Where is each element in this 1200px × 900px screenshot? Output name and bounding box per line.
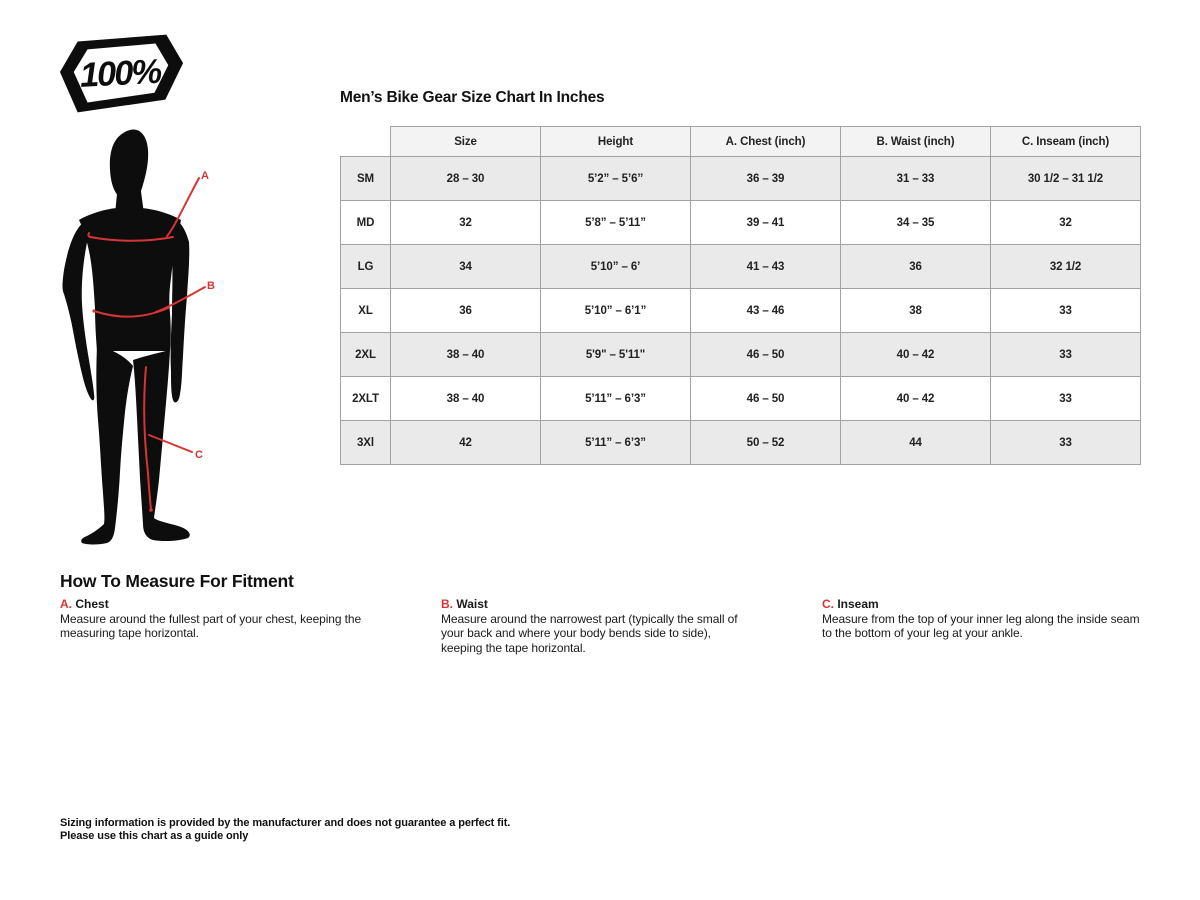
- cell-chest: 50 – 52: [691, 421, 841, 465]
- row-label: 2XL: [341, 333, 391, 377]
- cell-chest: 39 – 41: [691, 201, 841, 245]
- row-label: XL: [341, 289, 391, 333]
- measure-item-inseam: [822, 597, 1142, 641]
- measure-text-waist: Measure around the narrowest part (typically the small of your back and where your body bends side to side), keeping the tape horizontal.: [441, 611, 738, 655]
- cell-height: 5’11” – 6’3”: [541, 421, 691, 465]
- column-header-height: Height: [541, 127, 691, 157]
- measure-letter-c: C.: [822, 597, 834, 611]
- corner-cell: [341, 127, 391, 157]
- figure-label-b: B: [207, 280, 215, 292]
- column-header-size: Size: [391, 127, 541, 157]
- measure-letter-b: B.: [441, 597, 453, 611]
- figure-label-a: A: [201, 170, 209, 182]
- cell-waist: 34 – 35: [841, 201, 991, 245]
- table-header-row: [341, 127, 1141, 157]
- measure-text-chest: Measure around the fullest part of your chest, keeping the measuring tape horizontal.: [60, 611, 362, 640]
- cell-chest: 46 – 50: [691, 377, 841, 421]
- hexagon-badge-icon: [57, 30, 187, 118]
- column-header-inseam: C. Inseam (inch): [991, 127, 1141, 157]
- cell-height: 5’11” – 6’3”: [541, 377, 691, 421]
- row-label: MD: [341, 201, 391, 245]
- cell-chest: 43 – 46: [691, 289, 841, 333]
- table-row-3xl: [341, 421, 1141, 465]
- cell-waist: 44: [841, 421, 991, 465]
- waist-line-endpoint: [92, 309, 95, 312]
- sizing-disclaimer: [60, 817, 510, 842]
- measure-text-inseam: Measure from the top of your inner leg along the inside seam to the bottom of your leg at your ankle.: [822, 611, 1140, 640]
- cell-size: 34: [391, 245, 541, 289]
- row-label: SM: [341, 157, 391, 201]
- table-row-xl: [341, 289, 1141, 333]
- cell-inseam: 32 1/2: [991, 245, 1141, 289]
- measurement-figure: [55, 108, 265, 548]
- column-header-waist: B. Waist (inch): [841, 127, 991, 157]
- measure-item-title: [60, 597, 418, 612]
- man-silhouette: [63, 129, 190, 544]
- table-row-2xlt: [341, 377, 1141, 421]
- measure-item-waist: [441, 597, 753, 655]
- cell-size: 38 – 40: [391, 333, 541, 377]
- cell-chest: 36 – 39: [691, 157, 841, 201]
- page-title: Men’s Bike Gear Size Chart In Inches: [340, 89, 605, 106]
- measure-name-chest: Chest: [75, 597, 109, 611]
- cell-height: 5’10” – 6’1”: [541, 289, 691, 333]
- row-label: LG: [341, 245, 391, 289]
- measure-name-waist: Waist: [456, 597, 488, 611]
- cell-waist: 40 – 42: [841, 377, 991, 421]
- cell-inseam: 33: [991, 333, 1141, 377]
- measure-item-title: [822, 597, 1142, 612]
- column-header-chest: A. Chest (inch): [691, 127, 841, 157]
- cell-height: 5’10” – 6’: [541, 245, 691, 289]
- cell-inseam: 33: [991, 421, 1141, 465]
- row-label: 2XLT: [341, 377, 391, 421]
- cell-size: 28 – 30: [391, 157, 541, 201]
- inseam-line-endpoint: [149, 508, 153, 512]
- measure-letter-a: A.: [60, 597, 72, 611]
- cell-waist: 38: [841, 289, 991, 333]
- measure-item-chest: [60, 597, 418, 641]
- measure-item-title: [441, 597, 753, 612]
- cell-chest: 46 – 50: [691, 333, 841, 377]
- cell-size: 36: [391, 289, 541, 333]
- table-row-md: [341, 201, 1141, 245]
- logo-text: 100%: [78, 52, 162, 95]
- how-to-measure-heading: How To Measure For Fitment: [60, 571, 294, 591]
- cell-inseam: 33: [991, 377, 1141, 421]
- cell-height: 5'9" – 5'11": [541, 333, 691, 377]
- table-row-sm: [341, 157, 1141, 201]
- cell-height: 5’8” – 5’11”: [541, 201, 691, 245]
- cell-inseam: 30 1/2 – 31 1/2: [991, 157, 1141, 201]
- table-row-lg: [341, 245, 1141, 289]
- cell-height: 5’2” – 5’6’’: [541, 157, 691, 201]
- brand-logo: [57, 30, 187, 118]
- cell-size: 38 – 40: [391, 377, 541, 421]
- cell-inseam: 32: [991, 201, 1141, 245]
- cell-inseam: 33: [991, 289, 1141, 333]
- disclaimer-line-1: Sizing information is provided by the manufacturer and does not guarantee a perfect fit.: [60, 817, 511, 829]
- cell-waist: 31 – 33: [841, 157, 991, 201]
- size-chart-table: [340, 126, 1141, 465]
- cell-size: 42: [391, 421, 541, 465]
- row-label: 3Xl: [341, 421, 391, 465]
- cell-waist: 36: [841, 245, 991, 289]
- disclaimer-line-2: Please use this chart as a guide only: [60, 829, 249, 842]
- measure-name-inseam: Inseam: [837, 597, 879, 611]
- cell-waist: 40 – 42: [841, 333, 991, 377]
- cell-chest: 41 – 43: [691, 245, 841, 289]
- cell-size: 32: [391, 201, 541, 245]
- figure-label-c: C: [195, 449, 203, 461]
- table-row-2xl: [341, 333, 1141, 377]
